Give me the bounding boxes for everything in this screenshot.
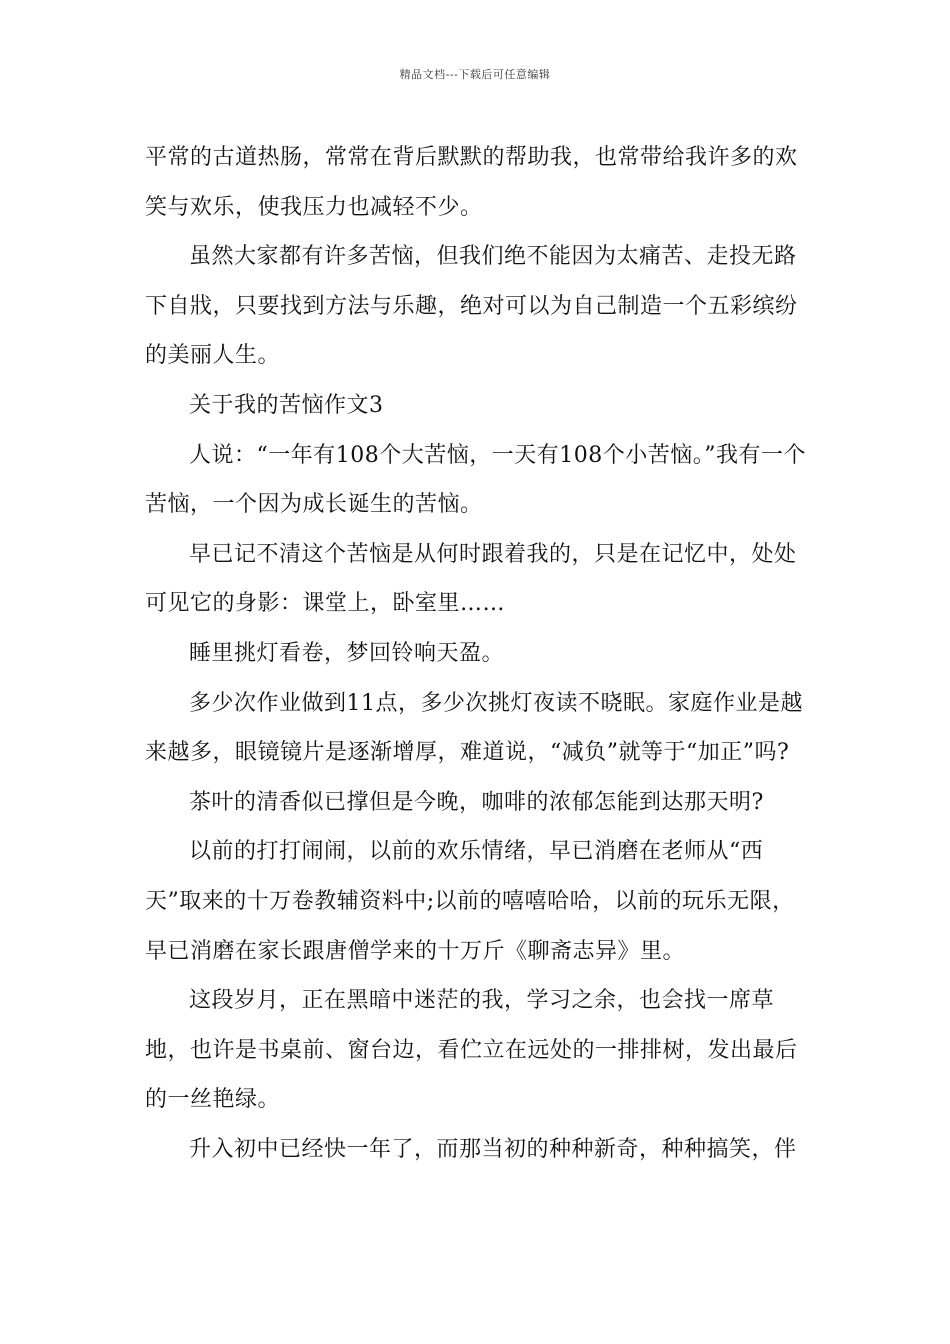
paragraph: 睡里挑灯看卷，梦回铃响天盈。 [189, 640, 505, 666]
paragraph: 早已记不清这个苦恼是从何时跟着我的，只是在记忆中，处处可见它的身影：课堂上，卧室里…… [145, 541, 797, 617]
paragraph: 茶叶的清香似已撑但是今晚，咖啡的浓郁怎能到达那天明? [189, 789, 764, 815]
paragraph: 这段岁月，正在黑暗中迷茫的我，学习之余，也会找一席草地，也许是书桌前、窗台边，看伫立在远处的一排排树，发出最后的一丝艳绿。 [145, 988, 798, 1113]
paragraph: 升入初中已经快一年了，而那当初的种种新奇，种种搞笑，伴 [189, 1136, 797, 1162]
paragraph: 虽然大家都有许多苦恼，但我们绝不能因为太痛苦、走投无路下自戕，只要找到方法与乐趣，绝对可以为自己制造一个五彩缤纷的美丽人生。 [145, 244, 798, 369]
page-header: 精品文档---下载后可任意编辑 [399, 68, 551, 81]
section-heading: 关于我的苦恼作文3 [189, 392, 384, 418]
paragraph: 人说：“一年有108个大苦恼，一天有108个小苦恼。”我有一个苦恼，一个因为成长诞生的苦恼。 [145, 442, 806, 518]
paragraph: 平常的古道热肠，常常在背后默默的帮助我，也常带给我许多的欢笑与欢乐，使我压力也减轻不少。 [145, 145, 798, 220]
document-body [145, 133, 809, 1174]
paragraph: 多少次作业做到11点，多少次挑灯夜读不晓眠。家庭作业是越来越多，眼镜镜片是逐渐增厚，难道说，“减负”就等于“加正”吗? [145, 690, 803, 766]
paragraph: 以前的打打闹闹，以前的欢乐情绪，早已消磨在老师从“西天”取来的十万卷教辅资料中;以前的嘻嘻哈哈，以前的玩乐无限，早已消磨在家长跟唐僧学来的十万斤《聊斋志异》里。 [145, 839, 795, 964]
